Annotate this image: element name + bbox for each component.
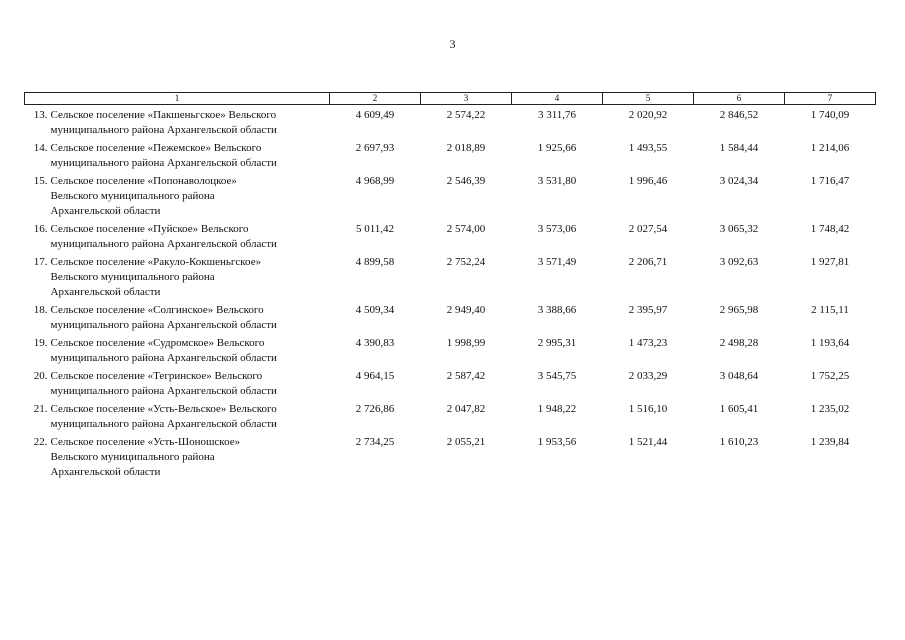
settlement-name-line: Сельское поселение «Пежемское» Вельского bbox=[50, 142, 262, 154]
value-cell: 3 092,63 bbox=[719, 256, 759, 268]
value-cell: 2 546,39 bbox=[446, 175, 486, 187]
value-cell: 4 968,99 bbox=[355, 175, 395, 187]
value-cell: 2 033,29 bbox=[628, 370, 668, 382]
column-number-header: 7 bbox=[785, 93, 876, 105]
settlement-cell bbox=[25, 300, 330, 333]
value-cell: 3 545,75 bbox=[537, 370, 577, 382]
value-cell: 1 239,84 bbox=[810, 436, 850, 448]
value-cell: 2 574,22 bbox=[446, 109, 486, 121]
row-number: 15. bbox=[33, 175, 48, 187]
settlement-cell bbox=[25, 399, 330, 432]
value-cell: 2 726,86 bbox=[355, 403, 395, 415]
settlement-cell bbox=[25, 432, 330, 480]
value-cell: 2 995,31 bbox=[537, 337, 577, 349]
settlement-cell bbox=[25, 252, 330, 300]
value-cell: 1 998,99 bbox=[446, 337, 486, 349]
column-number-header: 4 bbox=[512, 93, 603, 105]
settlement-name-line: муниципального района Архангельской области bbox=[50, 238, 277, 250]
settlement-name-line: Архангельской области bbox=[50, 286, 161, 298]
column-number-header: 1 bbox=[25, 93, 330, 105]
row-number: 17. bbox=[33, 256, 48, 268]
row-number: 19. bbox=[33, 337, 48, 349]
table-header-row bbox=[25, 93, 876, 105]
value-cell: 1 948,22 bbox=[537, 403, 577, 415]
settlement-name bbox=[51, 141, 330, 171]
value-cell: 4 509,34 bbox=[355, 304, 395, 316]
settlement-name-line: Архангельской области bbox=[50, 466, 161, 478]
value-cell: 3 024,34 bbox=[719, 175, 759, 187]
value-cell: 2 395,97 bbox=[628, 304, 668, 316]
value-cell: 1 610,23 bbox=[719, 436, 759, 448]
settlement-name bbox=[51, 369, 330, 399]
settlement-cell bbox=[25, 171, 330, 219]
settlement-name-line: Сельское поселение «Пуйское» Вельского bbox=[50, 223, 249, 235]
row-number: 20. bbox=[33, 370, 48, 382]
value-cell: 4 609,49 bbox=[355, 109, 395, 121]
value-cell: 3 571,49 bbox=[537, 256, 577, 268]
page-number: 3 bbox=[449, 37, 456, 51]
settlement-name-line: Сельское поселение «Солгинское» Вельского bbox=[50, 304, 264, 316]
settlement-name-line: Сельское поселение «Усть-Шоношское» bbox=[50, 436, 241, 448]
settlement-name-line: муниципального района Архангельской области bbox=[50, 352, 277, 364]
settlement-name-line: Сельское поселение «Судромское» Вельского bbox=[50, 337, 265, 349]
row-number: 14. bbox=[33, 142, 48, 154]
row-number: 21. bbox=[33, 403, 48, 415]
row-number: 18. bbox=[33, 304, 48, 316]
value-cell: 1 584,44 bbox=[719, 142, 759, 154]
column-number-header: 5 bbox=[603, 93, 694, 105]
row-number: 22. bbox=[33, 436, 48, 448]
value-cell: 1 214,06 bbox=[810, 142, 850, 154]
settlement-name-line: Вельского муниципального района bbox=[50, 190, 215, 202]
value-cell: 2 949,40 bbox=[446, 304, 486, 316]
settlement-cell bbox=[25, 366, 330, 399]
value-cell: 2 697,93 bbox=[355, 142, 395, 154]
settlement-name-line: муниципального района Архангельской области bbox=[50, 124, 277, 136]
value-cell: 2 498,28 bbox=[719, 337, 759, 349]
row-number: 16. bbox=[33, 223, 48, 235]
settlement-name-line: Архангельской области bbox=[50, 205, 161, 217]
value-cell: 2 206,71 bbox=[628, 256, 668, 268]
value-cell: 2 587,42 bbox=[446, 370, 486, 382]
value-cell: 4 964,15 bbox=[355, 370, 395, 382]
settlement-name bbox=[51, 255, 330, 300]
settlement-cell bbox=[25, 219, 330, 252]
column-number-header: 2 bbox=[330, 93, 421, 105]
settlement-name bbox=[51, 303, 330, 333]
settlement-name bbox=[51, 402, 330, 432]
settlement-cell bbox=[25, 105, 330, 139]
value-cell: 2 115,11 bbox=[811, 304, 849, 316]
value-cell: 1 716,47 bbox=[810, 175, 850, 187]
value-cell: 2 752,24 bbox=[446, 256, 486, 268]
data-table bbox=[24, 92, 876, 480]
value-cell: 2 047,82 bbox=[446, 403, 486, 415]
value-cell: 2 018,89 bbox=[446, 142, 486, 154]
settlement-name bbox=[51, 222, 330, 252]
value-cell: 1 752,25 bbox=[810, 370, 850, 382]
row-number: 13. bbox=[33, 109, 48, 121]
value-cell: 1 996,46 bbox=[628, 175, 668, 187]
settlement-name-line: муниципального района Архангельской области bbox=[50, 418, 277, 430]
value-cell: 1 953,56 bbox=[537, 436, 577, 448]
value-cell: 1 493,55 bbox=[628, 142, 668, 154]
value-cell: 2 574,00 bbox=[446, 223, 486, 235]
value-cell: 1 193,64 bbox=[810, 337, 850, 349]
settlement-name-line: муниципального района Архангельской области bbox=[50, 319, 277, 331]
table-row bbox=[25, 300, 876, 333]
settlement-name-line: Вельского муниципального района bbox=[50, 271, 215, 283]
settlement-name-line: муниципального района Архангельской области bbox=[50, 385, 277, 397]
table-row bbox=[25, 252, 876, 300]
value-cell: 1 605,41 bbox=[719, 403, 759, 415]
value-cell: 4 899,58 bbox=[355, 256, 395, 268]
value-cell: 1 235,02 bbox=[810, 403, 850, 415]
table-row bbox=[25, 105, 876, 139]
settlement-name bbox=[51, 435, 330, 480]
value-cell: 2 734,25 bbox=[355, 436, 395, 448]
settlement-name bbox=[51, 336, 330, 366]
table-row bbox=[25, 219, 876, 252]
value-cell: 3 573,06 bbox=[537, 223, 577, 235]
settlement-cell bbox=[25, 333, 330, 366]
settlement-name-line: Сельское поселение «Ракуло-Кокшеньгское» bbox=[50, 256, 262, 268]
value-cell: 3 065,32 bbox=[719, 223, 759, 235]
column-number-header: 3 bbox=[421, 93, 512, 105]
value-cell: 1 521,44 bbox=[628, 436, 668, 448]
value-cell: 1 927,81 bbox=[810, 256, 850, 268]
value-cell: 2 965,98 bbox=[719, 304, 759, 316]
table-row bbox=[25, 138, 876, 171]
value-cell: 2 846,52 bbox=[719, 109, 759, 121]
settlement-name-line: Сельское поселение «Попонаволоцкое» bbox=[50, 175, 237, 187]
value-cell: 2 027,54 bbox=[628, 223, 668, 235]
value-cell: 2 055,21 bbox=[446, 436, 486, 448]
value-cell: 1 516,10 bbox=[628, 403, 668, 415]
value-cell: 1 925,66 bbox=[537, 142, 577, 154]
settlement-name bbox=[51, 174, 330, 219]
value-cell: 5 011,42 bbox=[355, 223, 395, 235]
table-row bbox=[25, 399, 876, 432]
value-cell: 3 048,64 bbox=[719, 370, 759, 382]
table-row bbox=[25, 432, 876, 480]
value-cell: 3 311,76 bbox=[537, 109, 577, 121]
table-row bbox=[25, 333, 876, 366]
value-cell: 1 748,42 bbox=[810, 223, 850, 235]
value-cell: 2 020,92 bbox=[628, 109, 668, 121]
value-cell: 3 388,66 bbox=[537, 304, 577, 316]
column-number-header: 6 bbox=[694, 93, 785, 105]
settlement-name-line: Сельское поселение «Пакшеньгское» Вельского bbox=[50, 109, 277, 121]
value-cell: 4 390,83 bbox=[355, 337, 395, 349]
value-cell: 1 740,09 bbox=[810, 109, 850, 121]
settlement-name-line: Сельское поселение «Усть-Вельское» Вельского bbox=[50, 403, 277, 415]
settlement-name bbox=[51, 108, 330, 138]
settlement-cell bbox=[25, 138, 330, 171]
settlement-name-line: Вельского муниципального района bbox=[50, 451, 215, 463]
value-cell: 3 531,80 bbox=[537, 175, 577, 187]
settlement-name-line: муниципального района Архангельской области bbox=[50, 157, 277, 169]
table-body bbox=[25, 105, 876, 481]
value-cell: 1 473,23 bbox=[628, 337, 668, 349]
settlement-name-line: Сельское поселение «Тегринское» Вельского bbox=[50, 370, 263, 382]
table-row bbox=[25, 366, 876, 399]
table-row bbox=[25, 171, 876, 219]
